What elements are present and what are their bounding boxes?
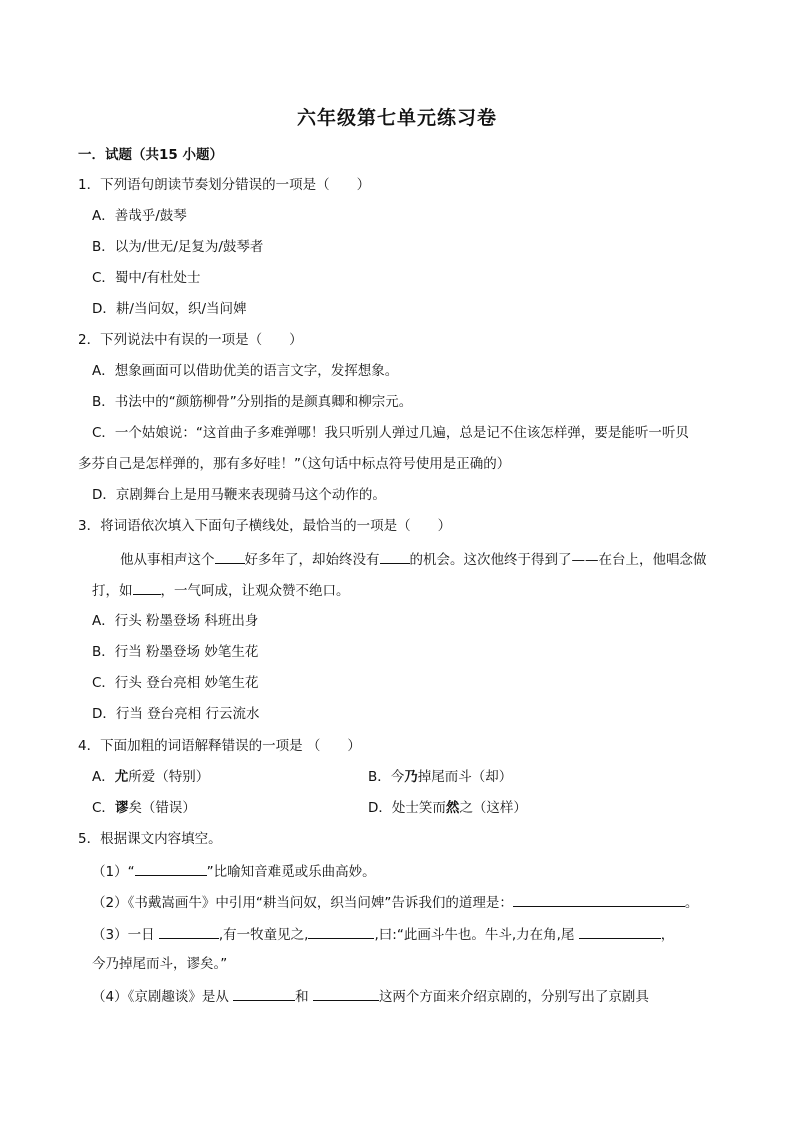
question-2-option-d[interactable]: D．京剧舞台上是用马鞭来表现骑马这个动作的。	[92, 487, 386, 503]
q5-p4-blank-1[interactable]	[233, 986, 295, 1001]
question-1-option-c[interactable]: C．蜀中/有杜处士	[92, 270, 201, 286]
q4-d-prefix: D．处士笑而	[368, 800, 446, 816]
question-3-option-c[interactable]: C．行头 登台亮相 妙笔生花	[92, 675, 259, 691]
q4-c-prefix: C．	[92, 800, 115, 816]
question-5-stem: 5．根据课文内容填空。	[78, 831, 222, 847]
q4-c-suffix: 矣（错误）	[128, 800, 196, 816]
q4-b-suffix: 掉尾而斗（却）	[417, 769, 513, 785]
question-5-part-4	[92, 986, 649, 1006]
question-4-option-b[interactable]	[368, 768, 512, 786]
q5-p3-text-3: ,曰:“此画斗牛也。牛斗,力在角,尾	[374, 927, 575, 943]
q5-p4-text-3: 这两个方面来介绍京剧的，分别写出了京剧具	[378, 989, 649, 1005]
q5-p2-text-2: 。	[684, 895, 699, 911]
q5-p3-blank-1[interactable]	[159, 924, 219, 939]
q5-p3-text-2: ,有一牧童见之,	[218, 927, 309, 943]
question-2-option-b[interactable]: B．书法中的“颜筋柳骨”分别指的是颜真卿和柳宗元。	[92, 394, 413, 410]
page-title: 六年级第七单元练习卷	[296, 107, 497, 129]
question-5-part-1	[92, 861, 376, 881]
q5-p3-blank-2[interactable]	[308, 924, 374, 939]
q5-p4-text-1: （4）《京剧趣谈》是从	[92, 989, 229, 1005]
q5-p3-blank-3[interactable]	[579, 924, 661, 939]
question-2-option-a[interactable]: A．想象画面可以借助优美的语言文字，发挥想象。	[92, 363, 399, 379]
q3-text-5: ，一气呵成，让观众赞不绝口。	[160, 583, 350, 599]
q3-blank-2[interactable]	[380, 549, 410, 564]
question-1-option-b[interactable]: B．以为/世无/足复为/鼓琴者	[92, 239, 264, 255]
question-3-option-a[interactable]: A．行头 粉墨登场 科班出身	[92, 613, 259, 629]
q3-text-2: 好多年了，却始终没有	[244, 552, 380, 568]
question-5-part-2	[92, 892, 698, 912]
q3-blank-1[interactable]	[215, 549, 245, 564]
q4-a-bold-word: 尤	[114, 769, 129, 785]
q4-b-bold-word: 乃	[404, 769, 418, 785]
q4-a-suffix: 所爱（特别）	[128, 769, 210, 785]
q5-p2-blank[interactable]	[513, 892, 685, 907]
question-4-option-d[interactable]	[368, 799, 527, 817]
question-5-part-3-continued: 今乃掉尾而斗，谬矣。”	[92, 956, 228, 972]
question-3-stem: 3．将词语依次填入下面句子横线处，最恰当的一项是（ ）	[78, 518, 452, 534]
q3-text-3: 的机会。这次他终于得到了——在台上，他唱念做	[409, 552, 707, 568]
section-heading: 一．试题（共15 小题）	[78, 147, 223, 163]
question-2-stem: 2．下列说法中有误的一项是（ ）	[78, 332, 303, 348]
q4-d-suffix: 之（这样）	[459, 800, 527, 816]
q5-p1-text-2: ”比喻知音难觅或乐曲高妙。	[206, 864, 376, 880]
q3-text-1: 他从事相声这个	[120, 552, 215, 568]
q4-b-prefix: B．今	[368, 769, 405, 785]
q4-c-bold-word: 谬	[114, 800, 129, 816]
question-3-sentence-line-2	[92, 580, 350, 600]
question-3-sentence-line-1	[120, 549, 707, 569]
q4-a-prefix: A．	[92, 769, 115, 785]
question-1-option-a[interactable]: A．善哉乎/鼓琴	[92, 208, 187, 224]
question-5-part-3	[92, 924, 674, 944]
question-2-option-c[interactable]: C．一个姑娘说：“这首曲子多难弹哪！我只听别人弹过几遍，总是记不住该怎样弹，要是能听一听贝	[92, 425, 689, 441]
q5-p3-text-4: ，	[660, 927, 675, 943]
q3-text-4: 打，如	[92, 583, 133, 599]
question-3-option-d[interactable]: D．行当 登台亮相 行云流水	[92, 706, 260, 722]
question-3-option-b[interactable]: B．行当 粉墨登场 妙笔生花	[92, 644, 259, 660]
q5-p3-text-1: （3）一日	[92, 927, 155, 943]
q5-p1-text-1: （1）“	[92, 864, 135, 880]
question-4-option-a[interactable]	[92, 768, 209, 786]
question-1-stem: 1．下列语句朗读节奏划分错误的一项是（ ）	[78, 177, 371, 193]
q4-d-bold-word: 然	[445, 800, 460, 816]
q5-p1-blank[interactable]	[135, 861, 207, 876]
question-4-option-c[interactable]	[92, 799, 196, 817]
q5-p2-text-1: （2）《书戴嵩画牛》中引用“耕当问奴，织当问婢”告诉我们的道理是：	[92, 895, 513, 911]
question-1-option-d[interactable]: D．耕/当问奴，织/当问婢	[92, 301, 247, 317]
question-4-stem: 4．下面加粗的词语解释错误的一项是 （ ）	[78, 738, 361, 754]
q3-blank-3[interactable]	[133, 580, 161, 595]
q5-p4-blank-2[interactable]	[313, 986, 379, 1001]
question-2-option-c-continued: 多芬自己是怎样弹的，那有多好哇！”（这句话中标点符号使用是正确的）	[78, 456, 511, 472]
q5-p4-text-2: 和	[295, 989, 309, 1005]
